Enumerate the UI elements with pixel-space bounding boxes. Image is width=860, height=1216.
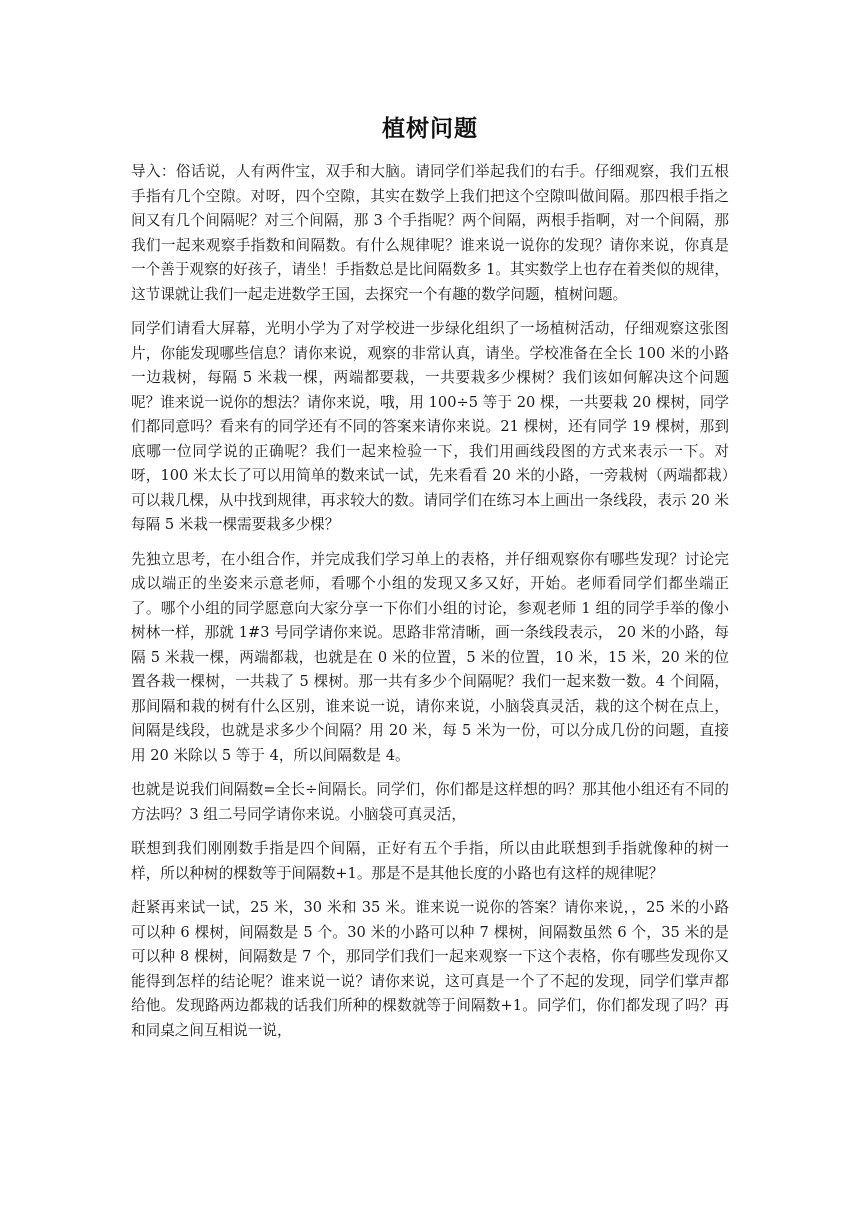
document-title: 植树问题	[382, 115, 478, 142]
document-body	[131, 160, 729, 1053]
paragraph-formula: 也就是说我们间隔数=全长÷间隔长。同学们，你们都是这样想的吗？那其他小组还有不同的方法吗？3 组二号同学请你来说。小脑袋可真灵活，	[131, 781, 729, 823]
paragraph-finger-analogy: 联想到我们刚刚数手指是四个间隔，正好有五个手指，所以由此联想到手指就像种的树一样，所以种树的棵数等于间隔数+1。那是不是其他长度的小路也有这样的规律呢？	[131, 840, 729, 882]
paragraph-intro: 导入：俗话说，人有两件宝，双手和大脑。请同学们举起我们的右手。仔细观察，我们五根手指有几个空隙。对呀，四个空隙，其实在数学上我们把这个空隙叫做间隔。那四根手指之间又有几个间隔呢？对三个间隔，那 3 个手指呢？两个间隔，两根手指啊，对一个间隔，那我们一起来观察手指数和间隔数。有什么规律呢？谁来说一说你的发现？请你来说，你真是一个善于观察的好孩子，请坐！手指数总是比间隔数多 1。其实数学上也存在着类似的规律，这节课就让我们一起走进数学王国，去探究一个有趣的数学问题，植树问题。	[131, 163, 729, 303]
paragraph-group-discussion: 先独立思考，在小组合作，并完成我们学习单上的表格，并仔细观察你有哪些发现？讨论完成以端正的坐姿来示意老师，看哪个小组的发现又多又好，开始。老师看同学们都坐端正了。哪个小组的同学愿意向大家分享一下你们小组的讨论，参观老师 1 组的同学手举的像小树林一样，那就 1#3 号同学请你来说。思路非常清晰，画一条线段表示， 20 米的小路，每隔 5 米栽一棵，两端都栽，也就是在 0 米的位置，5 米的位置，10 米，15 米，20 米的位置各栽一棵树，一共栽了 5 棵树。那一共有多少个间隔呢？我们一起来数一数。4 个间隔，那间隔和栽的树有什么区别，谁来说一说，请你来说，小脑袋真灵活，栽的这个树在点上，间隔是线段，也就是求多少个间隔？用 20 米，每 5 米为一份，可以分成几份的问题，直接用 20 米除以 5 等于 4，所以间隔数是 4。	[131, 550, 729, 764]
paragraph-problem: 同学们请看大屏幕，光明小学为了对学校进一步绿化组织了一场植树活动，仔细观察这张图片，你能发现哪些信息？请你来说，观察的非常认真，请坐。学校准备在全长 100 米的小路一边栽树，每隔 5 米栽一棵，两端都要栽，一共要栽多少棵树？我们该如何解决这个问题呢？谁来说一说你的想法？请你来说，哦，用 100÷5 等于 20 棵，一共要栽 20 棵树，同学们都同意吗？看来有的同学还有不同的答案来请你来说。21 棵树，还有同学 19 棵树，那到底哪一位同学说的正确呢？我们一起来检验一下，我们用画线段图的方式来表示一下。对呀，100 米太长了可以用简单的数来试一试，先来看看 20 米的小路，一旁栽树（两端都栽）可以栽几棵，从中找到规律，再求较大的数。请同学们在练习本上画出一条线段，表示 20 米每隔 5 米栽一棵需要栽多少棵？	[131, 320, 729, 533]
paragraph-more-examples: 赶紧再来试一试，25 米，30 米和 35 米。谁来说一说你的答案？请你来说，，25 米的小路可以种 6 棵树，间隔数是 5 个。30 米的小路可以种 7 棵树，间隔数虽然 6 个，35 米的是可以种 8 棵树，间隔数是 7 个，那同学们我们一起来观察一下这个表格，你有哪些发现你又能得到怎样的结论呢？谁来说一说？请你来说，这可真是一个了不起的发现，同学们掌声都给他。发现路两边都栽的话我们所种的棵数就等于间隔数+1。同学们，你们都发现了吗？再和同桌之间互相说一说，	[131, 899, 729, 1039]
